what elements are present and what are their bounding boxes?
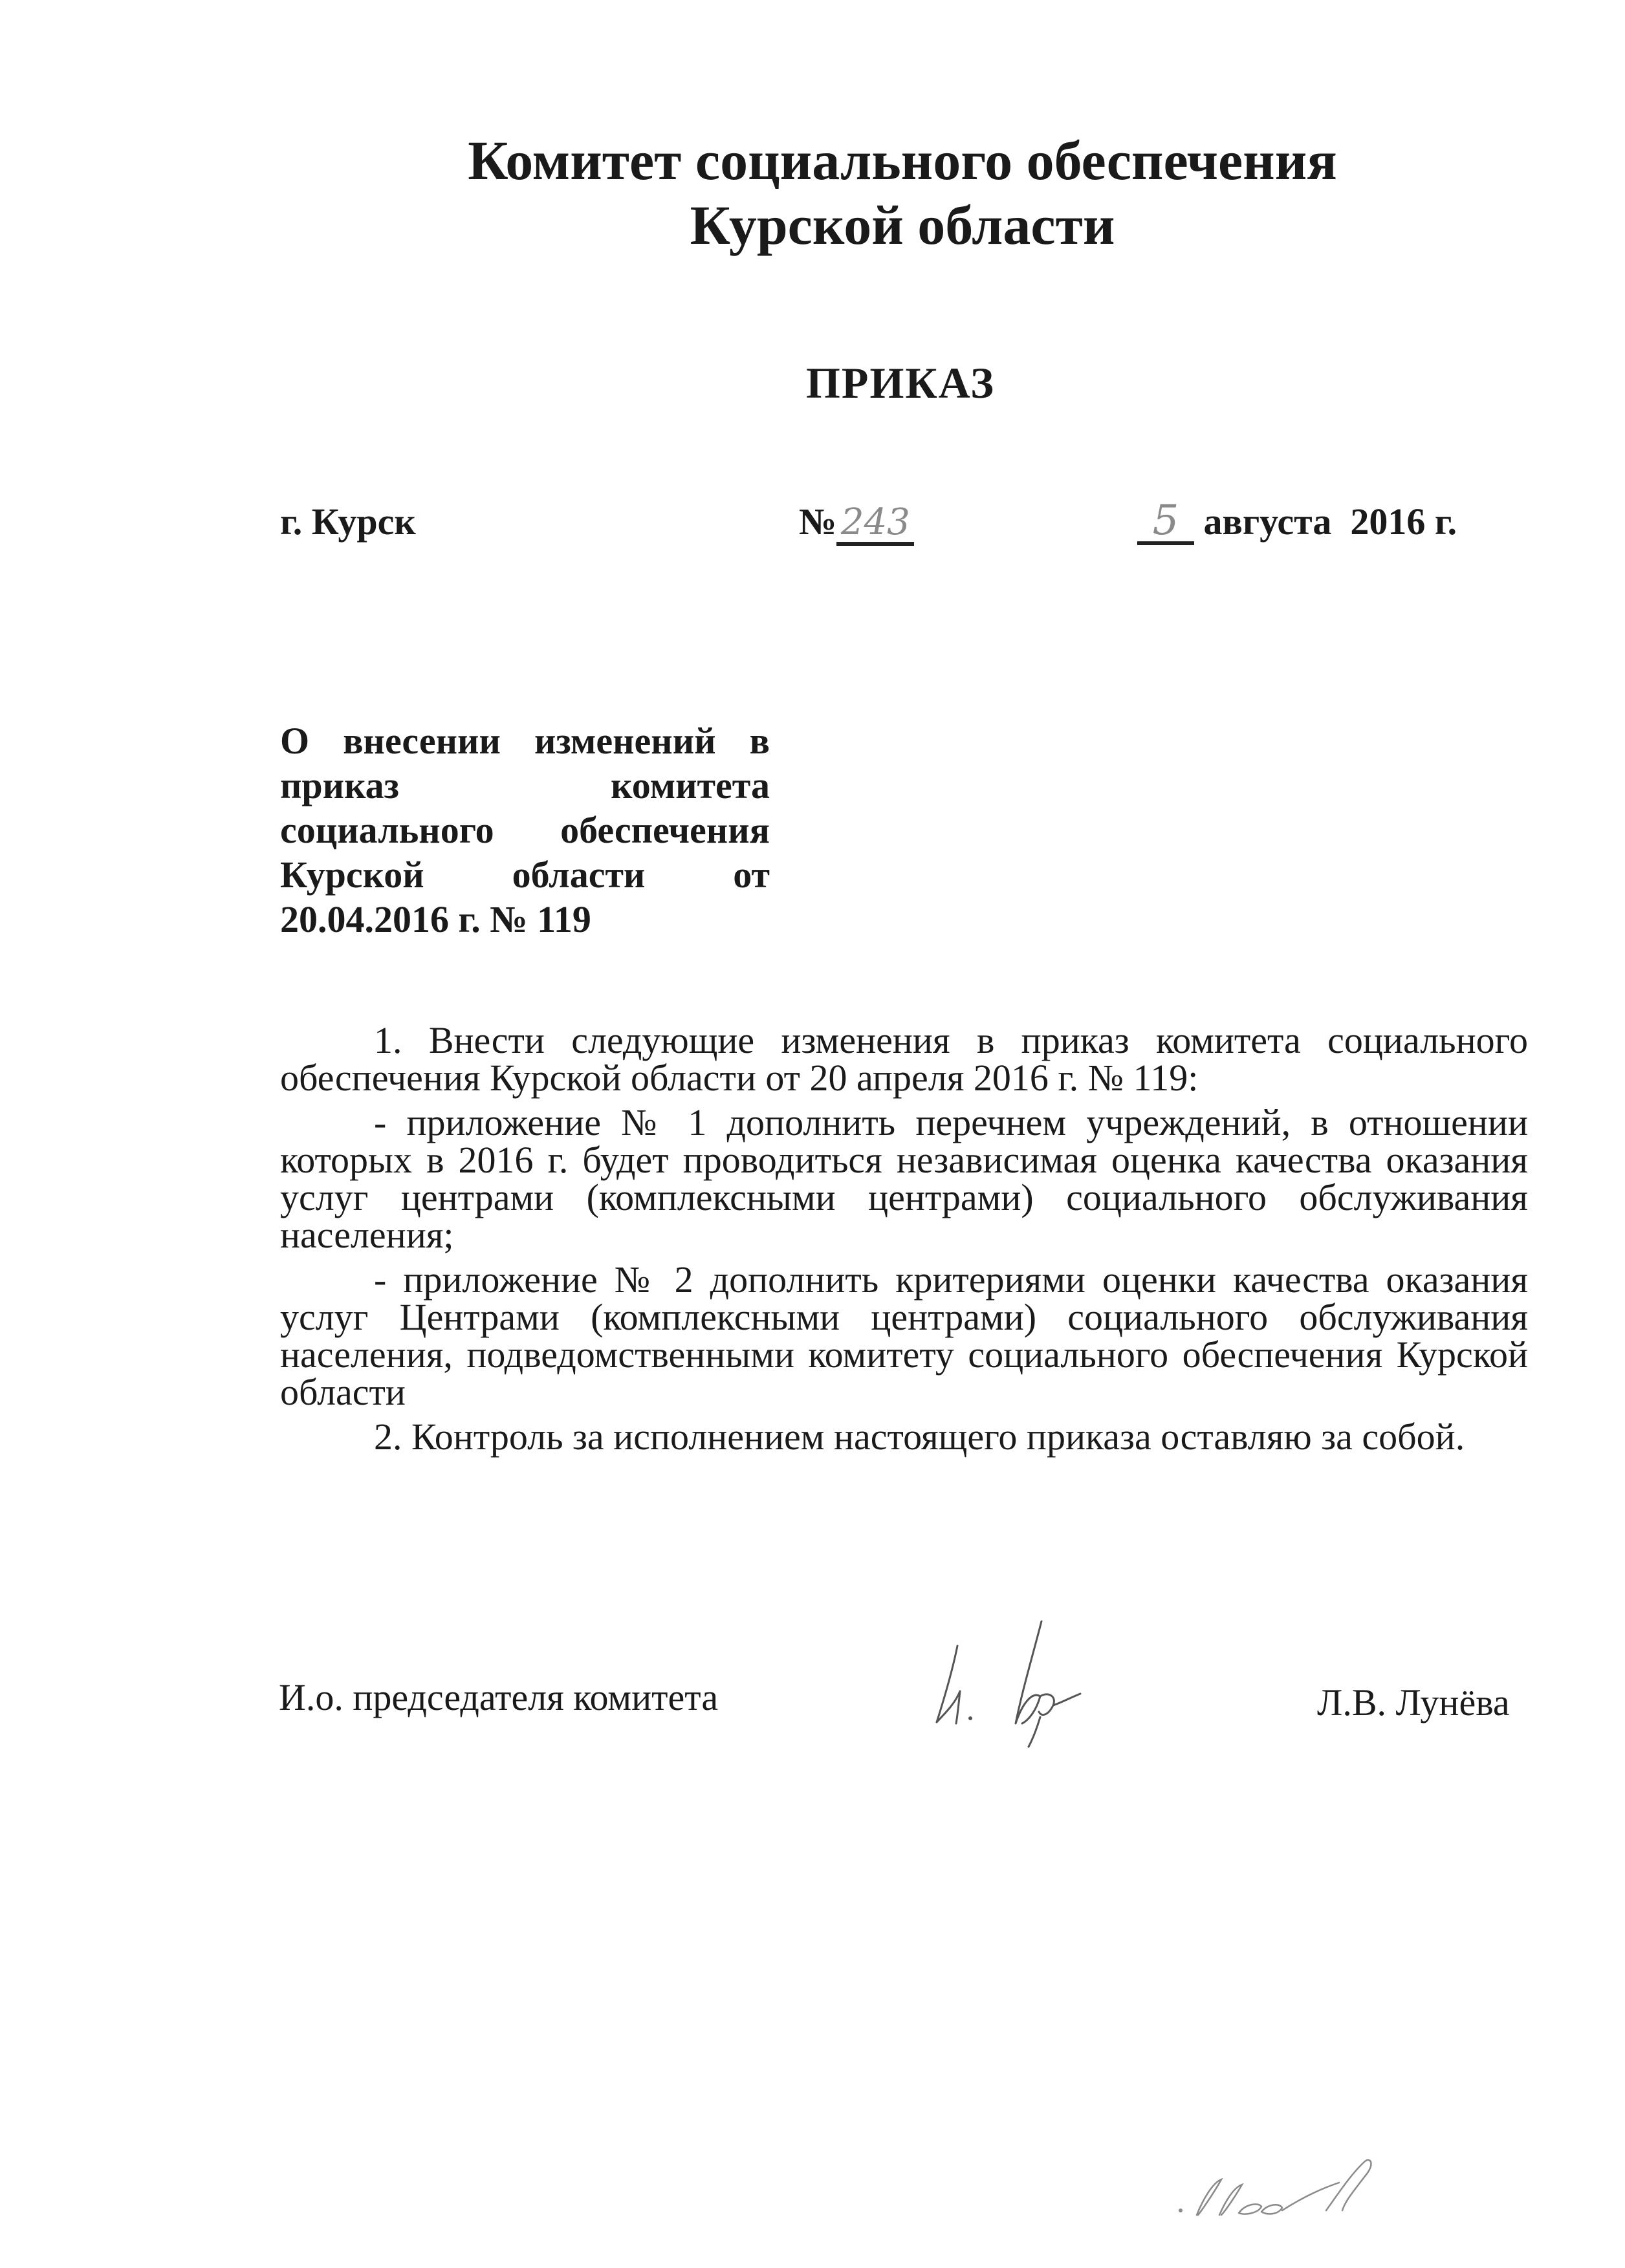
city: г. Курск: [280, 501, 416, 543]
order-body: [280, 1019, 1528, 1463]
day-blank: [1137, 497, 1194, 545]
signatory-position: И.о. председателя комитета: [279, 1676, 719, 1718]
handwritten-signature: [919, 1620, 1151, 1749]
org-heading: [0, 128, 1625, 257]
subject-line: Курской области от: [280, 854, 770, 896]
date-month-year: августа 2016 г.: [1203, 501, 1457, 543]
subject-line: 20.04.2016 г. № 119: [280, 898, 591, 940]
org-name-line2: Курской области: [690, 194, 1115, 256]
order-number: [799, 499, 914, 546]
body-paragraph-4: 2. Контроль за исполнением настоящего приказа оставляю за собой.: [374, 1416, 1465, 1458]
subject-line: приказ комитета: [280, 764, 770, 806]
number-blank: [836, 502, 914, 546]
org-name-line1: Комитет социального обеспечения: [468, 129, 1337, 191]
subject-line: О внесении изменений в: [280, 720, 770, 762]
body-paragraph-2: - приложение № 1 дополнить перечнем учреждений, в отношении которых в 2016 г. будет проводиться независимая оценка качества оказания услуг центрами (комплексными центрами) социального обслуживания населения;: [280, 1101, 1528, 1256]
pencil-mark: [1177, 2154, 1391, 2218]
handwritten-day: 5: [1152, 497, 1179, 545]
number-label: №: [799, 501, 837, 543]
order-date: [1137, 499, 1457, 545]
body-paragraph-3: - приложение № 2 дополнить критериями оценки качества оказания услуг Центрами (комплексными центрами) социального обслуживания населения, подведомственными комитету социального обеспечения Курской области: [280, 1258, 1528, 1413]
subject-line: социального обеспечения: [280, 809, 770, 851]
signatory-name: Л.В. Лунёва: [1317, 1681, 1510, 1723]
handwritten-number: 243: [840, 501, 910, 543]
order-subject: [280, 718, 770, 942]
document-type-title: ПРИКАЗ: [806, 358, 995, 407]
body-paragraph-1: 1. Внести следующие изменения в приказ комитета социального обеспечения Курской области от 20 апреля 2016 г. № 119:: [280, 1019, 1528, 1099]
